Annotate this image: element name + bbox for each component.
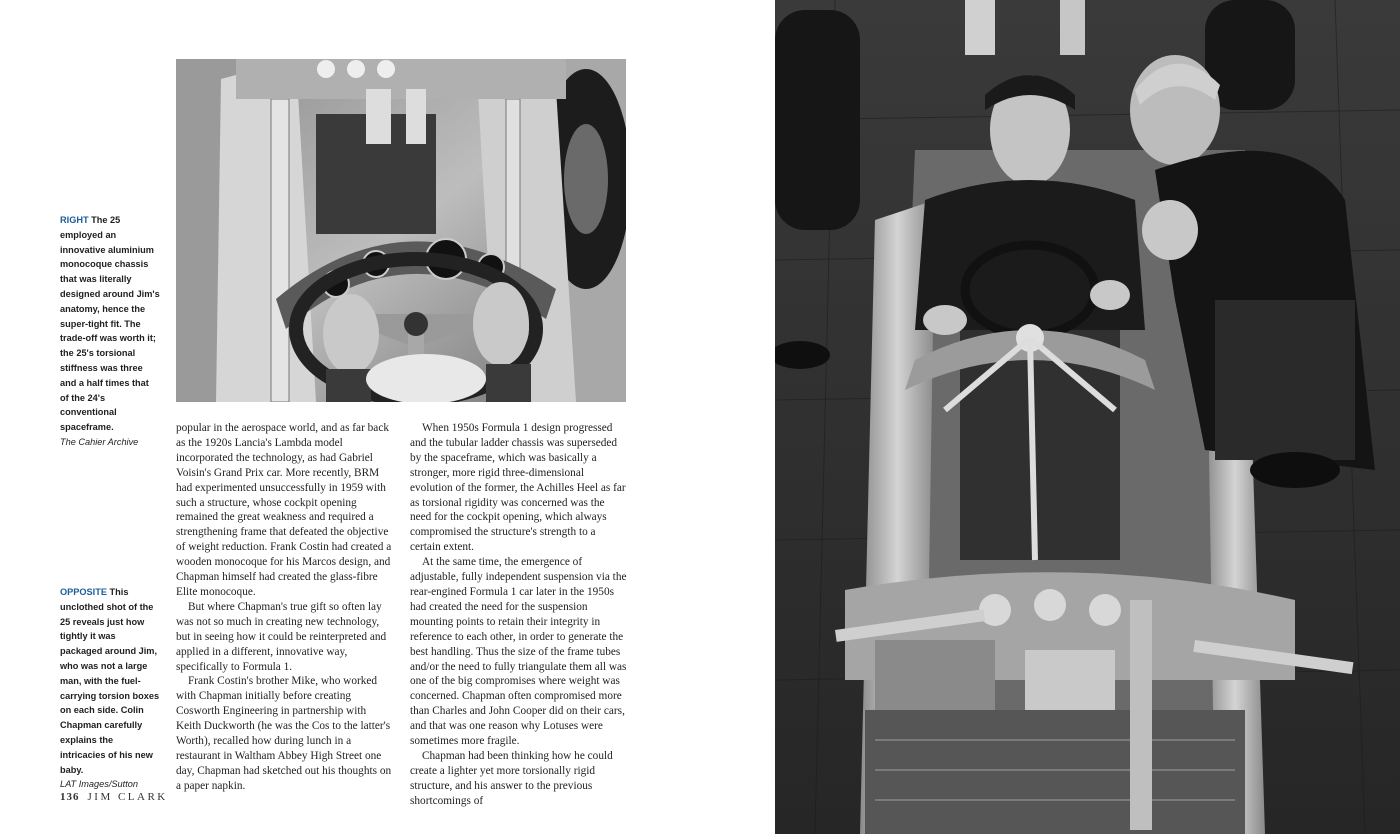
caption-tag: OPPOSITE bbox=[60, 587, 107, 597]
running-head: JIM CLARK bbox=[87, 791, 168, 803]
caption-opposite bbox=[60, 585, 160, 792]
page-number: 136 bbox=[60, 791, 80, 803]
body-column-2 bbox=[410, 421, 628, 809]
caption-right bbox=[60, 213, 160, 450]
full-page-photo bbox=[775, 0, 1400, 834]
caption-tag: RIGHT bbox=[60, 215, 89, 225]
paragraph: Chapman had been thinking how he could create a lighter yet more torsionally rigid structure, and his answer to the previous shortcomings of bbox=[410, 749, 613, 807]
paragraph: At the same time, the emergence of adjustable, fully independent suspension via the rear-engined Formula 1 car later in the 1950s had created the need for the suspension mounting points to retain their integrity in reference to each other, in order to generate the best handling. Thus the size of the frame tubes and/or the need to fully triangulate them all was one of the big compromises where weight was concerned. Chapman often compromised more than Charles and John Cooper did on their cars, and that was one reason why Lotuses were sometimes more fragile. bbox=[410, 556, 627, 748]
caption-credit: LAT Images/Sutton bbox=[60, 779, 138, 790]
paragraph: popular in the aerospace world, and as far back as the 1920s Lancia's Lambda model incorporated the technology, as had Gabriel Voisin's Grand Prix car. More recently, BRM had experimented unsuccessfully in 1959 with such a structure, whose cockpit opening remained the great weakness and required a strengthening frame that defeated the objective of weight reduction. Frank Costin had created a wooden monocoque for his Marcos design, and Chapman himself had created the glass-fibre Elite monocoque. bbox=[176, 422, 392, 598]
paragraph: When 1950s Formula 1 design progressed and the tubular ladder chassis was superseded by the spaceframe, which was basically a stronger, more rigid three-dimensional evolution of the former, the Achilles Heel as far as torsional rigidity was concerned was the need for the cockpit opening, which always compromised the structure's strength to a certain extent. bbox=[410, 422, 626, 554]
caption-text: This unclothed shot of the 25 reveals just how tightly it was packaged around Jim, who was not a large man, with the fuel-carrying torsion boxes on each side. Colin Chapman carefully explains the intricacies of his new baby. bbox=[60, 587, 160, 775]
caption-credit: The Cahier Archive bbox=[60, 436, 139, 447]
folio bbox=[60, 791, 168, 803]
cockpit-photo bbox=[176, 59, 626, 402]
paragraph: Frank Costin's brother Mike, who worked with Chapman initially before creating Cosworth Engineering in partnership with Keith Duckworth (he was the Cos to the latter's Worth), recalled how during lunch in a restaurant in Waltham Abbey High Street one day, Chapman had sketched out his thoughts on a paper napkin. bbox=[176, 675, 392, 792]
caption-text: The 25 employed an innovative aluminium monocoque chassis that was literally designed around Jim's anatomy, hence the super-tight fit. The trade-off was worth it; the 25's torsional stiffness was three and a half times that of the 24's conventional spaceframe. bbox=[60, 215, 160, 433]
paragraph: But where Chapman's true gift so often lay was not so much in creating new technology, but in seeing how it could be reinterpreted and applied in a different, innovative way, specifically to Formula 1. bbox=[176, 600, 387, 673]
body-column-1 bbox=[176, 421, 394, 794]
